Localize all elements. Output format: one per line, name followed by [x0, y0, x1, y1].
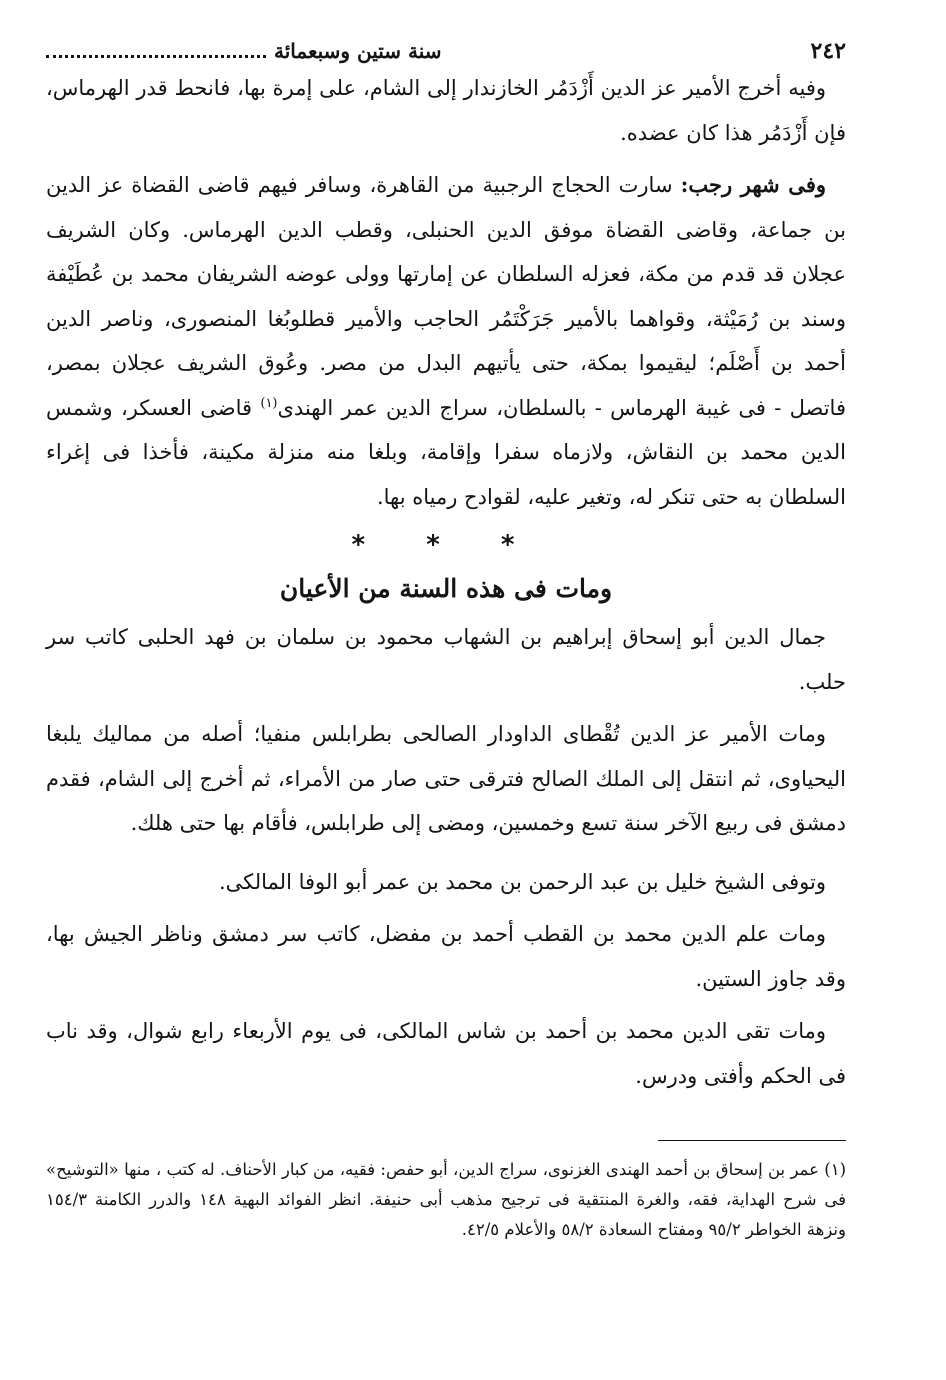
- obituary-entry: وتوفى الشيخ خليل بن عبد الرحمن بن محمد بن عمر أبو الوفا المالكى.: [218, 869, 826, 894]
- page-number: ٢٤٢: [810, 38, 846, 64]
- book-page: [46, 30, 846, 1245]
- spacer: [46, 904, 846, 912]
- paragraph-text: سارت الحجاج الرجبية من القاهرة، وسافر فيهم قاضى القضاة عز الدين بن جماعة، وقاضى القضاة موفق الدين الحنبلى، وقطب الدين الهرماس. وكان الشريف عجلان قد قدم من مكة، فعزله السلطان عن إمارتها وولى عوضه الشريفان محمد بن عُطَيْفة وسند بن رُمَيْثة، وقواهما بالأمير جَرَكْتَمُر الحاجب والأمير قطلوبُغا المنصورى، وناصر الدين أحمد بن أَصْلَم؛ ليقيموا بمكة، حتى يأتيهم البدل من مصر. وعُوق الشريف عجلان بمصر، فاتصل - فى غيبة الهرماس - بالسلطان، سراج الدين عمر الهندى: [46, 173, 846, 420]
- running-title: سنة ستين وسبعمائة: [274, 39, 442, 63]
- footnotes: [46, 1155, 846, 1245]
- footnote-divider: [658, 1140, 846, 1141]
- section-title: ومات فى هذه السنة من الأعيان: [279, 574, 613, 603]
- running-head: [46, 30, 846, 66]
- spacer: [46, 704, 846, 712]
- section-separator: * * *: [351, 530, 541, 560]
- paragraph-lead: وفى شهر رجب:: [680, 172, 826, 197]
- paragraph-rajab: [46, 163, 846, 519]
- leader-dots: [46, 55, 266, 58]
- obituary-entry: ومات تقى الدين محمد بن أحمد بن شاس المالكى، فى يوم الأربعاء رابع شوال، وقد ناب فى الحكم وأفتى ودرس.: [46, 1019, 846, 1088]
- obituary-entry: جمال الدين أبو إسحاق إبراهيم بن الشهاب محمود بن سلمان بن فهد الحلبى كاتب سر حلب.: [46, 625, 846, 694]
- spacer: [46, 155, 846, 163]
- spacer: [46, 1001, 846, 1009]
- spacer: [46, 846, 846, 860]
- paragraph-text-continued: قاضى العسكر، وشمس الدين محمد بن النقاش، ولازماه سفرا وإقامة، وبلغا منه منزلة مكينة، فأخذا فى إغراء السلطان به حتى تنكر له، وتغير عليه، لقوادح رمياه بها.: [46, 395, 846, 509]
- footnote: (١) عمر بن إسحاق بن أحمد الهندى الغزنوى، سراج الدين، أبو حفص: فقيه، من كبار الأحناف. له كتب ، منها «التوشيح» فى شرح الهداية، فقه، والغرة المنتقية فى ترجيح مذهب أبى حنيفة. انظر الفوائد البهية ١٤٨ والدرر الكامنة ١٥٤/٣ ونزهة الخواطر ٩٥/٢ ومفتاح السعادة ٥٨/٢ والأعلام ٤٢/٥.: [46, 1160, 846, 1239]
- obituary-entry: ومات الأمير عز الدين تُقْطاى الداودار الصالحى بطرابلس منفيا؛ أصله من مماليك يلبغا اليحياوى، ثم انتقل إلى الملك الصالح فترقى حتى صار من الأمراء، ثم أخرج إلى الشام، فقدم دمشق فى ربيع الآخر سنة تسع وخمسين، ومضى إلى طرابلس، فأقام بها حتى هلك.: [46, 722, 846, 835]
- paragraph-azdamur: وفيه أخرج الأمير عز الدين أَزْدَمُر الخازندار إلى الشام، على إمرة بها، فانحط قدر الهرماس، فإن أَزْدَمُر هذا كان عضده.: [46, 76, 846, 145]
- footnote-reference[interactable]: (١): [260, 395, 278, 411]
- obituary-entry: ومات علم الدين محمد بن القطب أحمد بن مفضل، كاتب سر دمشق وناظر الجيش بها، وقد جاوز الستين.: [46, 922, 846, 991]
- running-title-group: [46, 36, 442, 66]
